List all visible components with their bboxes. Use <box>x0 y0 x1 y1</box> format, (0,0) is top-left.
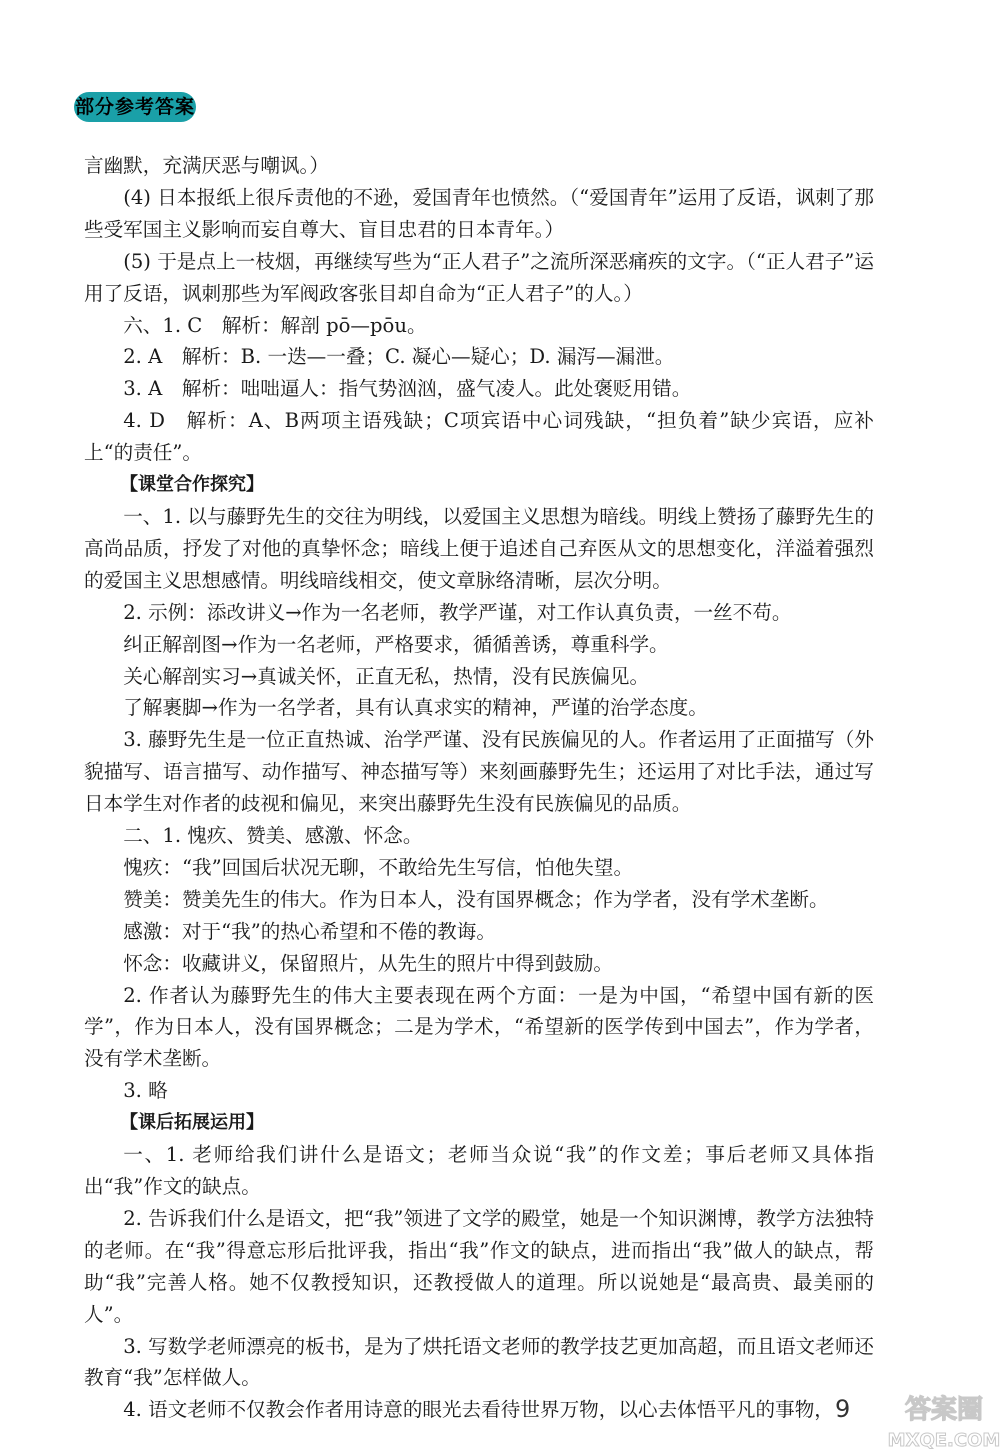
answer-paragraph: 了解裹脚→作为一名学者，具有认真求实的精神，严谨的治学态度。 <box>123 696 708 720</box>
answer-paragraph: 2. 作者认为藤野先生的伟大主要表现在两个方面：一是为中国，“希望中国有新的医学”，作为日本人，没有国界概念；二是为学术，“希望新的医学传到中国去”，作为学者，没有学术垄断。 <box>84 983 874 1071</box>
answer-text-body <box>84 150 874 1426</box>
section-heading: 【课后拓展运用】 <box>120 1112 264 1134</box>
watermark-logo <box>888 1388 1000 1454</box>
watermark-bottom-text: MXQE.COM <box>888 1430 1000 1451</box>
answer-paragraph: 言幽默，充满厌恶与嘲讽。） <box>84 154 329 177</box>
answer-paragraph: 3. 略 <box>123 1079 168 1103</box>
answer-paragraph: 二、1. 愧疚、赞美、感激、怀念。 <box>123 824 423 848</box>
watermark-top-text: 答案圈 <box>904 1395 984 1425</box>
answer-paragraph: 赞美：赞美先生的伟大。作为日本人，没有国界概念；作为学者，没有学术垄断。 <box>123 887 829 911</box>
section-badge: 部分参考答案 <box>74 92 196 122</box>
answer-paragraph: 2. A 解析：B. 一迭—一叠；C. 凝心—疑心；D. 漏泻—漏泄。 <box>123 345 675 369</box>
answer-paragraph: 3. A 解析：咄咄逼人：指气势汹汹，盛气凌人。此处褒贬用错。 <box>123 377 692 401</box>
answer-paragraph: 2. 示例：添改讲义→作为一名老师，教学严谨，对工作认真负责，一丝不苟。 <box>123 600 792 624</box>
answer-paragraph: 一、1. 老师给我们讲什么是语文；老师当众说“我”的作文差；事后老师又具体指出“我”作文的缺点。 <box>84 1143 874 1198</box>
answer-paragraph: 感激：对于“我”的热心希望和不倦的教诲。 <box>123 919 496 943</box>
answer-paragraph: 纠正解剖图→作为一名老师，严格要求，循循善诱，尊重科学。 <box>123 632 669 656</box>
answer-paragraph: (5) 于是点上一枝烟，再继续写些为“正人君子”之流所深恶痛疾的文字。（“正人君子”运用了反语，讽刺那些为军阀政客张目却自命为“正人君子”的人。） <box>84 249 874 305</box>
answer-paragraph: 怀念：收藏讲义，保留照片，从先生的照片中得到鼓励。 <box>123 951 614 975</box>
section-heading: 【课堂合作探究】 <box>120 474 264 496</box>
answer-paragraph: 一、1. 以与藤野先生的交往为明线，以爱国主义思想为暗线。明线上赞扬了藤野先生的高尚品质，抒发了对他的真挚怀念；暗线上便于追述自己弃医从文的思想变化，洋溢着强烈的爱国主义思想感情。明线暗线相交，使文章脉络清晰，层次分明。 <box>84 504 874 592</box>
answer-paragraph: 3. 藤野先生是一位正直热诚、治学严谨、没有民族偏见的人。作者运用了正面描写（外貌描写、语言描写、动作描写、神态描写等）来刻画藤野先生；还运用了对比手法，通过写日本学生对作者的歧视和偏见，来突出藤野先生没有民族偏见的品质。 <box>84 728 874 816</box>
answer-paragraph: 关心解剖实习→真诚关怀，正直无私，热情，没有民族偏见。 <box>123 664 650 688</box>
answer-paragraph: 4. D 解析：A、B两项主语残缺；C项宾语中心词残缺，“担负着”缺少宾语，应补上“的责任”。 <box>84 409 874 465</box>
answer-paragraph: (4) 日本报纸上很斥责他的不逊，爱国青年也愤然。（“爱国青年”运用了反语，讽刺了那些受军国主义影响而妄自尊大、盲目忠君的日本青年。） <box>84 185 874 241</box>
answer-paragraph: 3. 写数学老师漂亮的板书，是为了烘托语文老师的教学技艺更加高超，而且语文老师还教育“我”怎样做人。 <box>84 1334 874 1390</box>
answer-paragraph: 4. 语文老师不仅教会作者用诗意的眼光去看待世界万物，以心去体悟平凡的事物， <box>123 1398 834 1422</box>
answer-paragraph: 六、1. C 解析：解剖 pō—pōu。 <box>123 313 427 337</box>
answer-paragraph: 2. 告诉我们什么是语文，把“我”领进了文学的殿堂，她是一个知识渊博，教学方法独特的老师。在“我”得意忘形后批评我，指出“我”作文的缺点，进而指出“我”做人的缺点，帮助“我”完善人格。她不仅教授知识，还教授做人的道理。所以说她是“最高贵、最美丽的人”。 <box>84 1206 874 1326</box>
answer-paragraph: 愧疚：“我”回国后状况无聊，不敢给先生写信，怕他失望。 <box>123 855 634 879</box>
page-number: 9 <box>835 1395 851 1423</box>
